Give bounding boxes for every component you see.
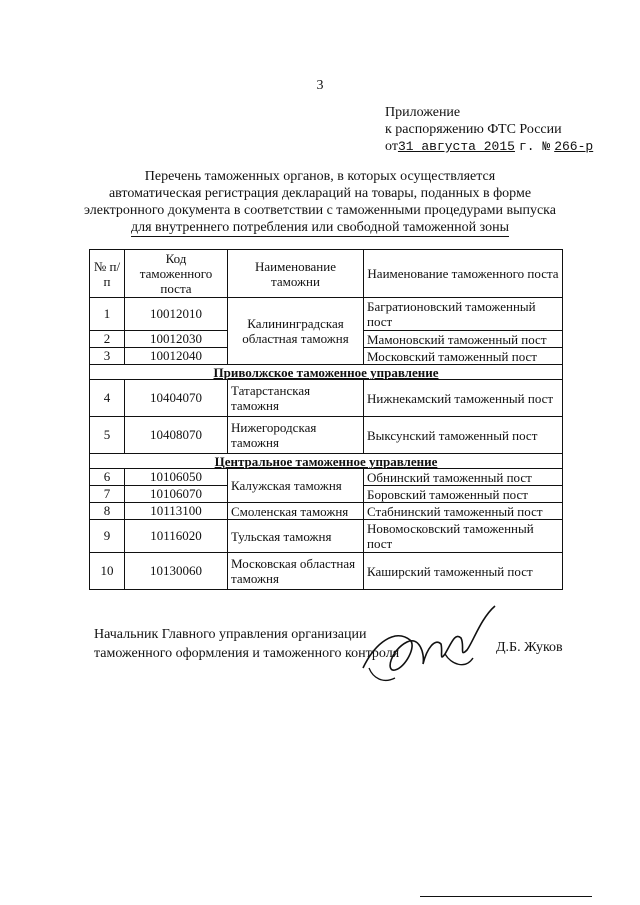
- order-number: 266-р: [554, 139, 594, 154]
- title-line-3: электронного документа в соответствии с таможенными процедурами выпуска: [84, 203, 556, 218]
- row-code: 10116020: [125, 520, 228, 553]
- order-date: 31 августа 2015: [397, 139, 515, 154]
- row-num: 8: [90, 503, 125, 520]
- row-customs: Калининградская областная таможня: [228, 298, 364, 365]
- table-row: [90, 503, 563, 520]
- row-post: Нижнекамский таможенный пост: [364, 380, 563, 417]
- table-row: [90, 553, 563, 590]
- row-code: 10012010: [125, 298, 228, 331]
- order-reference: [385, 138, 593, 155]
- appendix-line-1: Приложение: [385, 105, 461, 120]
- row-code: 10106050: [125, 469, 228, 486]
- row-post: Новомосковский таможенный пост: [364, 520, 563, 553]
- row-customs: Смоленская таможня: [228, 503, 364, 520]
- order-prefix: от: [385, 139, 398, 154]
- table-header-row: [90, 250, 563, 298]
- row-code: 10113100: [125, 503, 228, 520]
- row-code: 10130060: [125, 553, 228, 590]
- row-num: 3: [90, 348, 125, 365]
- row-customs: Тульская таможня: [228, 520, 364, 553]
- header-num: № п/п: [90, 250, 125, 298]
- table-row: [90, 298, 563, 331]
- appendix-line-2: к распоряжению ФТС России: [385, 122, 562, 137]
- order-number-label: г. №: [518, 139, 551, 154]
- row-num: 5: [90, 417, 125, 454]
- table-row: [90, 520, 563, 553]
- row-post: Стабнинский таможенный пост: [364, 503, 563, 520]
- group-volga: Приволжское таможенное управление: [90, 365, 563, 380]
- signer-name: Д.Б. Жуков: [496, 640, 563, 655]
- title-line-1: Перечень таможенных органов, в которых осуществляется: [144, 169, 496, 184]
- header-code: Код таможенного поста: [125, 250, 228, 298]
- title-line-2: автоматическая регистрация деклараций на товары, поданных в форме: [108, 186, 532, 201]
- signature-title: [94, 625, 399, 663]
- row-num: 9: [90, 520, 125, 553]
- row-num: 1: [90, 298, 125, 331]
- row-customs: Нижегородская таможня: [228, 417, 364, 454]
- customs-table: [89, 249, 563, 590]
- row-post: Каширский таможенный пост: [364, 553, 563, 590]
- table-row: [90, 417, 563, 454]
- title-line-4: для внутреннего потребления или свободной таможенной зоны: [130, 220, 510, 235]
- footer-divider: [420, 896, 592, 897]
- page-number: 3: [316, 78, 324, 93]
- group-central: Центральное таможенное управление: [90, 454, 563, 469]
- row-num: 4: [90, 380, 125, 417]
- row-post: Обнинский таможенный пост: [364, 469, 563, 486]
- row-code: 10404070: [125, 380, 228, 417]
- document-title: [60, 168, 580, 237]
- signature-title-line-2: таможенного оформления и таможенного контроля: [94, 646, 400, 661]
- row-customs: Московская областная таможня: [228, 553, 364, 590]
- row-code: 10106070: [125, 486, 228, 503]
- row-post: Багратионовский таможенный пост: [364, 298, 563, 331]
- row-post: Мамоновский таможенный пост: [364, 331, 563, 348]
- row-post: Выксунский таможенный пост: [364, 417, 563, 454]
- table-row: [90, 380, 563, 417]
- header-customs: Наименование таможни: [228, 250, 364, 298]
- row-num: 2: [90, 331, 125, 348]
- handwritten-signature: [355, 598, 505, 693]
- header-post: Наименование таможенного поста: [364, 250, 563, 298]
- row-customs: Татарстанская таможня: [228, 380, 364, 417]
- row-code: 10012040: [125, 348, 228, 365]
- row-num: 7: [90, 486, 125, 503]
- row-customs: Калужская таможня: [228, 469, 364, 503]
- appendix-header: [385, 104, 593, 155]
- group-row: [90, 454, 563, 469]
- row-post: Боровский таможенный пост: [364, 486, 563, 503]
- row-num: 10: [90, 553, 125, 590]
- signature-title-line-1: Начальник Главного управления организации: [94, 627, 367, 642]
- row-post: Московский таможенный пост: [364, 348, 563, 365]
- row-num: 6: [90, 469, 125, 486]
- row-code: 10012030: [125, 331, 228, 348]
- table-row: [90, 469, 563, 486]
- group-row: [90, 365, 563, 380]
- row-code: 10408070: [125, 417, 228, 454]
